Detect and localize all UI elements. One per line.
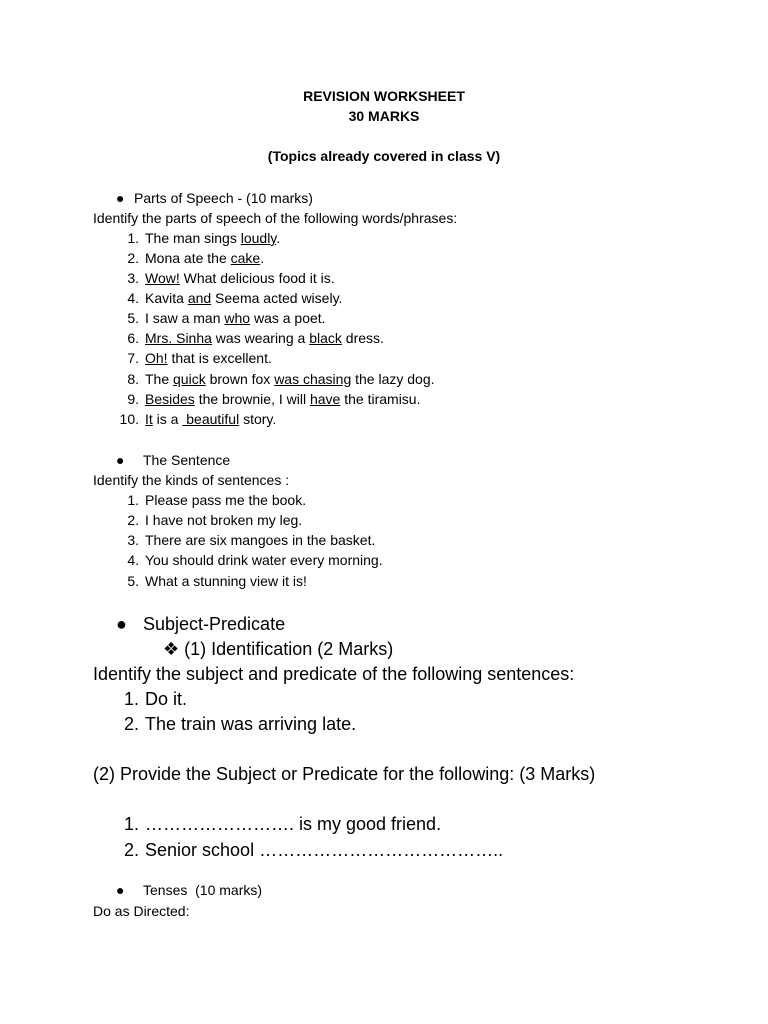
section-heading: Parts of Speech - (10 marks) (134, 190, 313, 206)
part2-heading: (2) Provide the Subject or Predicate for the following: (3 Marks) (93, 764, 596, 784)
topics-note: (Topics already covered in class V) (267, 148, 501, 164)
item-text: Senior school ………………………………….. (145, 840, 504, 860)
list-item (93, 838, 503, 862)
item-number: 2. (123, 840, 139, 860)
item-text: I have not broken my leg. (145, 512, 303, 528)
bullet-icon: ● (116, 614, 127, 634)
list-item (93, 571, 307, 591)
instruction: Do as Directed: (93, 903, 190, 919)
section-heading: Subject-Predicate (143, 614, 286, 634)
underlined-word: have (309, 391, 341, 407)
list-item (93, 530, 375, 550)
item-text: Do it. (145, 689, 188, 709)
underlined-word: and (187, 290, 212, 306)
item-text: story. (239, 411, 277, 427)
item-number: 10. (119, 411, 139, 427)
item-number: 5. (127, 573, 139, 589)
underlined-word: Besides (145, 391, 195, 407)
item-text: the tiramisu. (340, 391, 421, 407)
underlined-word: cake (230, 250, 261, 266)
item-text: The (145, 371, 174, 387)
item-number: 2. (127, 512, 139, 528)
item-number: 1. (123, 814, 139, 834)
underlined-word: It (145, 411, 153, 427)
subsection-heading: (1) Identification (2 Marks) (184, 639, 394, 659)
item-text: I saw a man (145, 310, 225, 326)
list-item (93, 490, 306, 510)
item-text: the lazy dog. (351, 371, 435, 387)
item-number: 1. (123, 689, 139, 709)
list-item (93, 328, 384, 348)
item-text: was wearing a (211, 330, 310, 346)
list-item (93, 389, 420, 409)
section-subject-predicate (116, 612, 285, 636)
bullet-icon: ● (116, 190, 125, 206)
section-heading: Tenses (10 marks) (143, 882, 263, 898)
item-text: Please pass me the book. (145, 492, 307, 508)
item-text: There are six mangoes in the basket. (145, 532, 376, 548)
item-text: Seema acted wisely. (211, 290, 343, 306)
item-text: The man sings (145, 230, 241, 246)
item-text: What delicious food it is. (179, 270, 335, 286)
item-number: 8. (127, 371, 139, 387)
item-text: the brownie, I will (194, 391, 310, 407)
item-text: . (276, 230, 281, 246)
instruction: Identify the kinds of sentences : (93, 472, 290, 488)
list-item (93, 369, 435, 389)
item-text: is a (152, 411, 183, 427)
item-number: 4. (127, 290, 139, 306)
worksheet-title: REVISION WORKSHEET (303, 88, 465, 104)
item-text: brown fox (205, 371, 275, 387)
bullet-icon: ● (116, 882, 125, 898)
item-number: 9. (127, 391, 139, 407)
item-number: 1. (127, 230, 139, 246)
item-number: 5. (127, 310, 139, 326)
list-item (93, 308, 326, 328)
list-item (93, 687, 187, 711)
item-number: 3. (127, 532, 139, 548)
instruction: Identify the parts of speech of the following words/phrases: (93, 210, 458, 226)
item-number: 2. (127, 250, 139, 266)
list-item (93, 248, 264, 268)
item-text: You should drink water every morning. (145, 552, 383, 568)
total-marks: 30 MARKS (348, 108, 420, 124)
bullet-icon: ● (116, 452, 125, 468)
list-item (93, 812, 441, 836)
underlined-word: Oh! (145, 350, 168, 366)
underlined-word: who (224, 310, 251, 326)
underlined-word: Mrs. Sinha (145, 330, 212, 346)
item-number: 6. (127, 330, 139, 346)
underlined-word: was chasing (274, 371, 352, 387)
item-text: Mona ate the (145, 250, 231, 266)
subsection-identification (163, 637, 393, 661)
item-text: The train was arriving late. (145, 714, 357, 734)
item-text: that is excellent. (167, 350, 272, 366)
section-the-sentence (116, 450, 230, 470)
underlined-word: loudly (240, 230, 277, 246)
item-number: 4. (127, 552, 139, 568)
item-text: was a poet. (250, 310, 326, 326)
item-text: Kavita (145, 290, 188, 306)
list-item (93, 348, 272, 368)
item-text: What a stunning view it is! (145, 573, 307, 589)
section-heading: The Sentence (143, 452, 231, 468)
diamond-bullet-icon: ❖ (163, 639, 180, 659)
list-item (93, 268, 335, 288)
list-item (93, 409, 276, 429)
instruction: Identify the subject and predicate of the following sentences: (93, 664, 575, 684)
item-text: dress. (341, 330, 384, 346)
item-number: 1. (127, 492, 139, 508)
list-item (93, 550, 383, 570)
list-item (93, 288, 342, 308)
item-number: 2. (123, 714, 139, 734)
list-item (93, 712, 356, 736)
underlined-word: black (309, 330, 342, 346)
underlined-word: Wow! (145, 270, 180, 286)
item-text: . (260, 250, 265, 266)
underlined-word: beautiful (182, 411, 240, 427)
item-number: 7. (127, 350, 139, 366)
underlined-word: quick (173, 371, 206, 387)
list-item (93, 510, 302, 530)
section-tenses (116, 880, 262, 900)
section-parts-of-speech (116, 188, 313, 208)
item-number: 3. (127, 270, 139, 286)
item-text: ……………………. is my good friend. (145, 814, 442, 834)
list-item (93, 228, 280, 248)
